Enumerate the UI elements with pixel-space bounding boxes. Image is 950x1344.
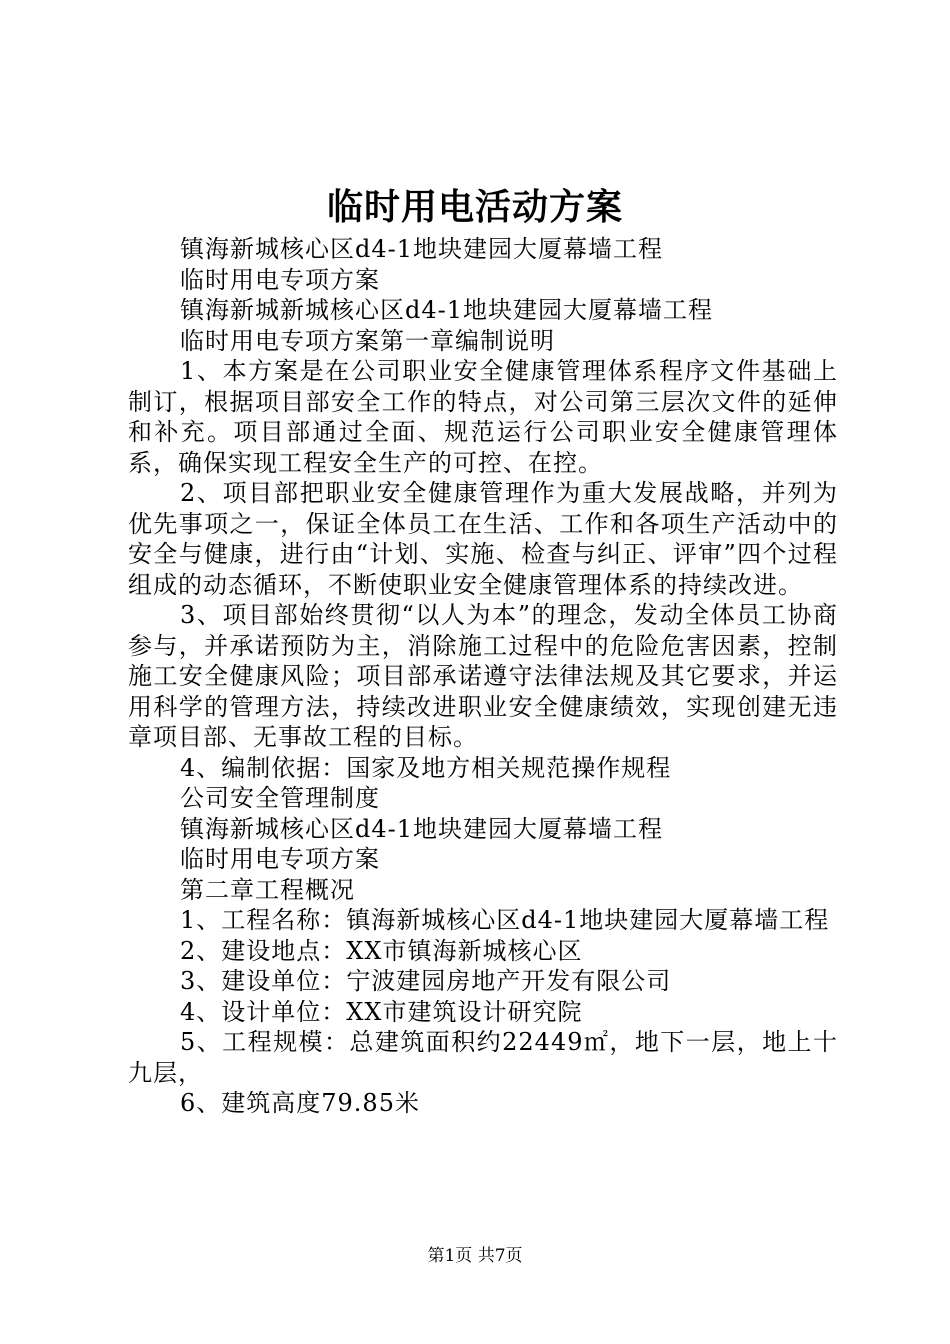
paragraph: 镇海新城新城核心区d4-1地块建园大厦幕墙工程 [180,296,714,324]
paragraph: 2、建设地点：XX市镇海新城核心区 [180,936,583,965]
document-title: 临时用电活动方案 [326,186,623,228]
paragraph: 4、设计单位：XX市建筑设计研究院 [180,997,583,1026]
paragraph: 镇海新城核心区d4-1地块建园大厦幕墙工程 [180,235,664,263]
paragraph: 6、建筑高度79.85米 [180,1089,420,1117]
paragraph: 镇海新城核心区d4-1地块建园大厦幕墙工程 [180,814,664,843]
paragraph: 3、项目部始终贯彻“以人为本”的理念，发动全体员工协商参与，并承诺预防为主，消除施工过程中的危险危害因素，控制施工安全健康风险；项目部承诺遵守法律法规及其它要求，并运用科学的管理方法，持续改进职业安全健康绩效，实现创建无违章项目部、无事故工程的目标。 [128,601,838,751]
paragraph: 临时用电专项方案第一章编制说明 [180,326,555,355]
paragraph: 临时用电专项方案 [180,265,380,294]
paragraph: 2、项目部把职业安全健康管理作为重大发展战略，并列为优先事项之一，保证全体员工在生活、工作和各项生产活动中的安全与健康，进行由“计划、实施、检查与纠正、评审”四个过程组成的动态循环，不断使职业安全健康管理体系的持续改进。 [128,479,838,599]
paragraph: 1、工程名称：镇海新城核心区d4-1地块建园大厦幕墙工程 [180,906,830,934]
document-body [128,234,838,1119]
paragraph: 5、工程规模：总建筑面积约22449㎡，地下一层，地上十九层， [128,1028,838,1087]
page-footer: 第1页 共7页 [427,1246,523,1266]
paragraph: 1、本方案是在公司职业安全健康管理体系程序文件基础上制订，根据项目部安全工作的特点，对公司第三层次文件的延伸和补充。项目部通过全面、规范运行公司职业安全健康管理体系，确保实现工程安全生产的可控、在控。 [128,357,838,477]
paragraph: 3、建设单位：宁波建园房地产开发有限公司 [180,967,672,995]
paragraph: 临时用电专项方案 [180,845,380,873]
paragraph: 公司安全管理制度 [180,784,380,812]
paragraph: 4、编制依据：国家及地方相关规范操作规程 [180,753,672,782]
paragraph: 第二章工程概况 [180,875,355,904]
